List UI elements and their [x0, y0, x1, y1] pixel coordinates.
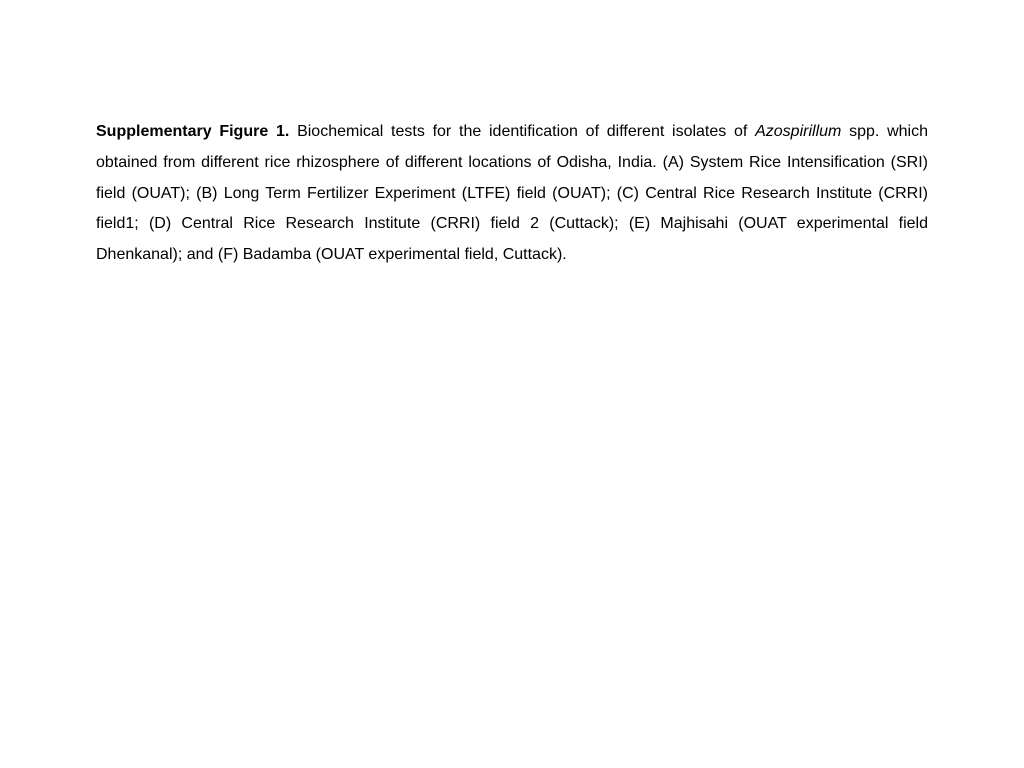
caption-text-before-taxon: Biochemical tests for the identification of different isolates of — [297, 123, 748, 140]
caption-label: Supplementary Figure 1. — [96, 123, 290, 140]
figure-caption — [96, 117, 928, 271]
caption-taxon-name: Azospirillum — [755, 123, 842, 140]
caption-text-after-taxon: spp. which obtained from different rice rhizosphere of different locations of Odisha, India. (A) System Rice Intensification (SRI) field (OUAT); (B) Long Term Fertilizer Experiment (LTFE) field (OUAT); (C) Central Rice Research Institute (CRRI) field1; (D) Central Rice Research Institute (CRRI) field 2 (Cuttack); (E) Majhisahi (OUAT experimental field Dhenkanal); and (F) Badamba (OUAT experimental field, Cuttack). — [96, 123, 928, 264]
